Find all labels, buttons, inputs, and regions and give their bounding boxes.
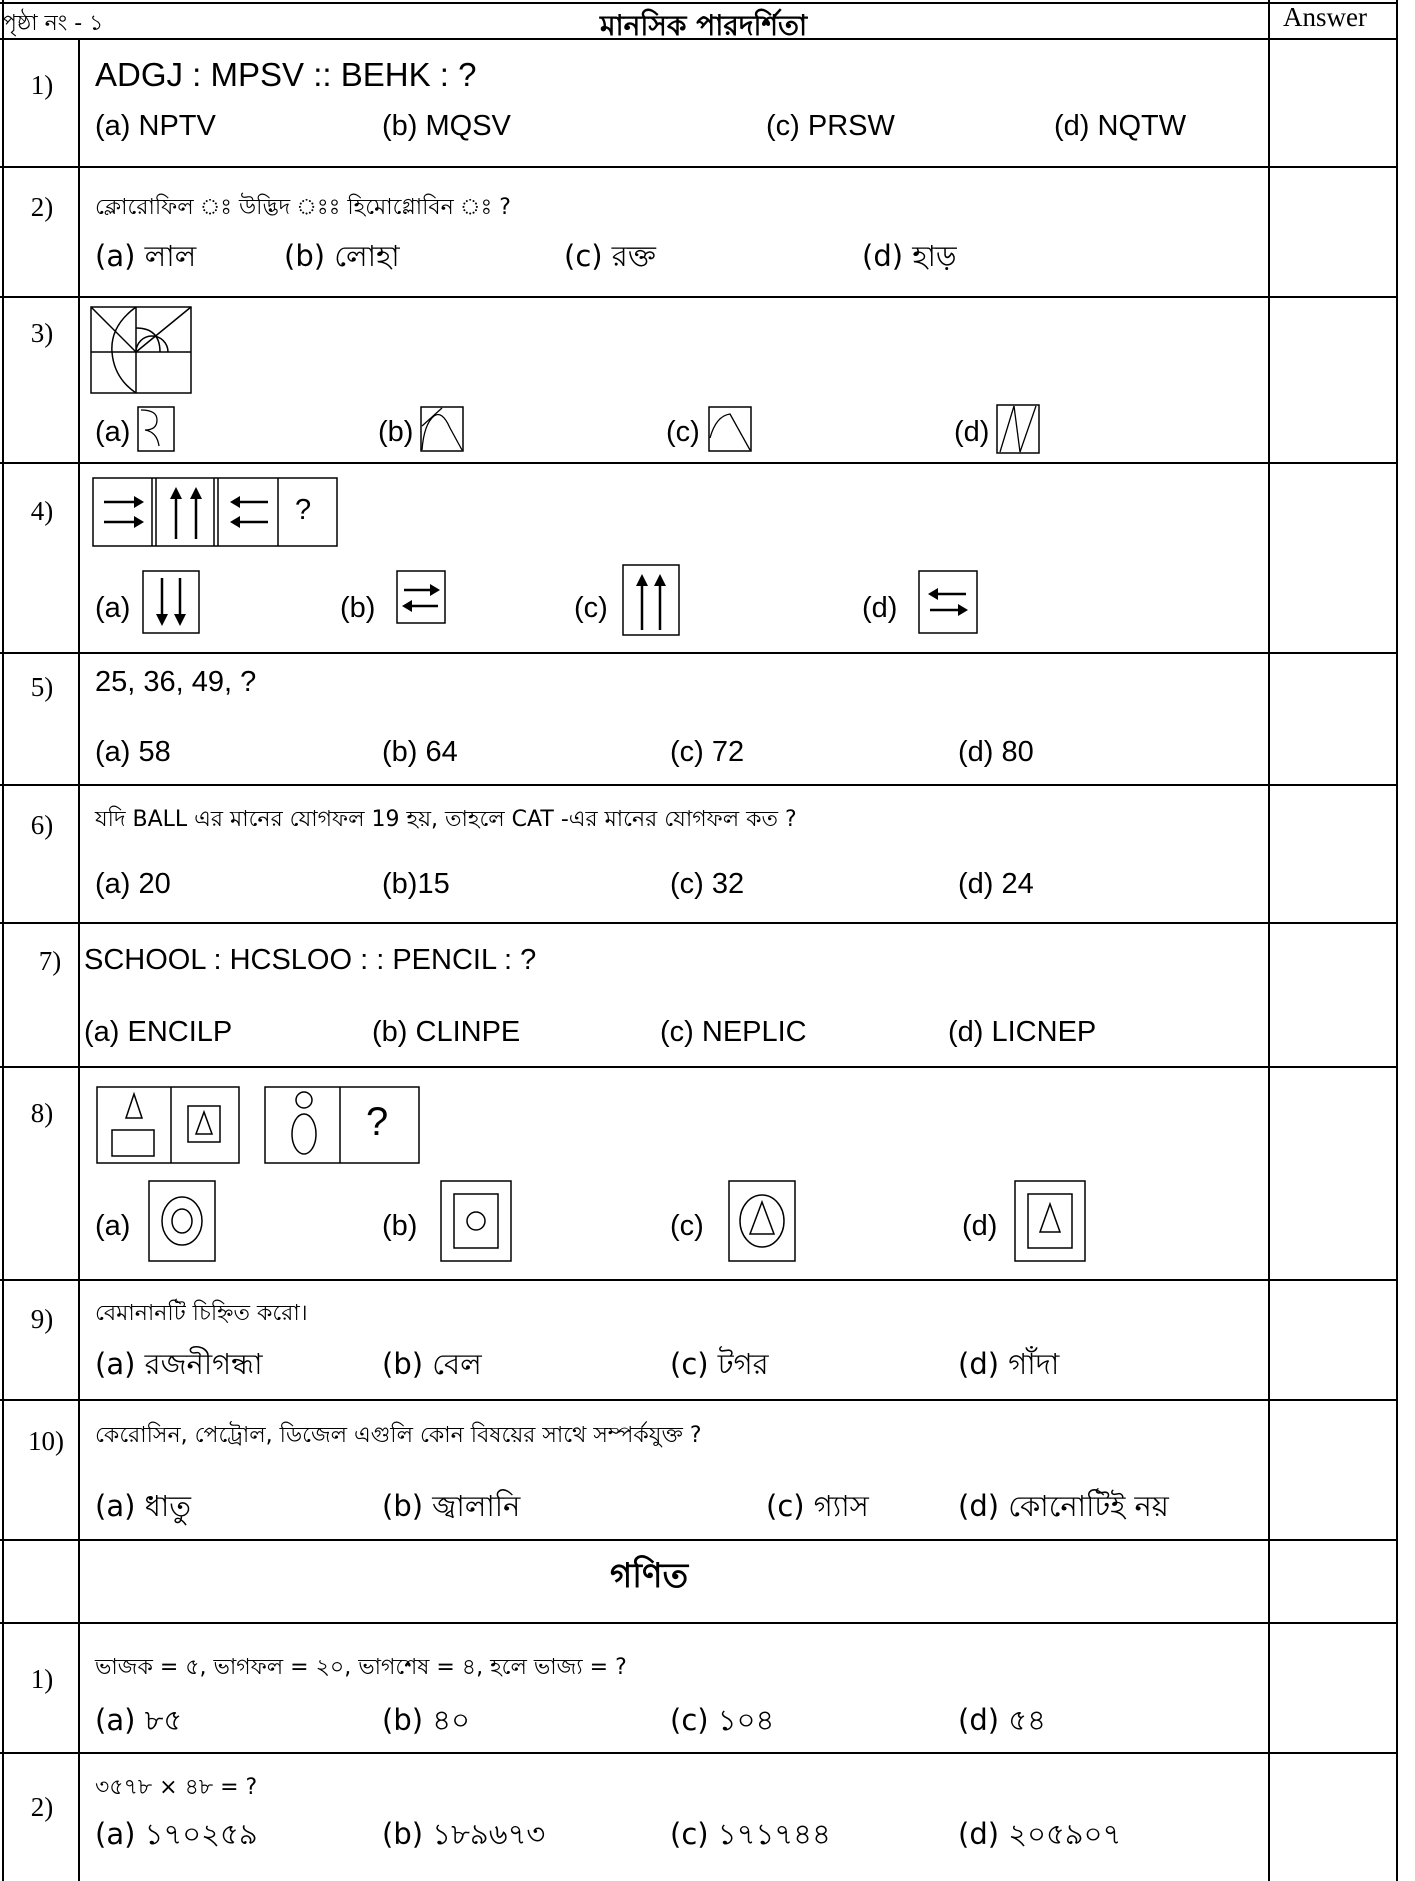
row-divider xyxy=(0,166,1398,168)
option-b[interactable]: (b) জ্বালানি xyxy=(382,1489,521,1523)
question-text: ADGJ : MPSV :: BEHK : ? xyxy=(95,56,477,93)
option-b[interactable]: (b) CLINPE xyxy=(372,1016,521,1048)
option-a-figure xyxy=(137,406,177,454)
option-d-figure xyxy=(918,570,980,636)
option-a[interactable]: (a) xyxy=(95,416,131,448)
option-d[interactable]: (d) NQTW xyxy=(1054,110,1187,142)
option-b-figure xyxy=(396,570,448,626)
option-a[interactable]: (a) ধাতু xyxy=(95,1489,192,1523)
option-d[interactable]: (d) কোনোটিই নয় xyxy=(958,1489,1169,1523)
option-d[interactable]: (d) হাড় xyxy=(862,239,957,273)
option-b[interactable]: (b)15 xyxy=(382,868,450,900)
option-c[interactable]: (c) টগর xyxy=(670,1347,769,1381)
option-c-figure xyxy=(622,564,682,638)
question-text: কেরোসিন, পেট্রোল, ডিজেল এগুলি কোন বিষয়ের সাথে সম্পর্কযুক্ত ? xyxy=(95,1423,702,1448)
question-number: 7) xyxy=(38,946,62,976)
row-divider xyxy=(0,1752,1398,1754)
option-d-figure xyxy=(996,404,1042,456)
option-d-figure xyxy=(1014,1180,1088,1264)
option-a[interactable]: (a) রজনীগন্ধা xyxy=(95,1347,263,1381)
option-c[interactable]: (c) xyxy=(670,1210,704,1242)
question-text: 25, 36, 49, ? xyxy=(95,666,257,698)
question-text: বেমানানটি চিহ্নিত করো। xyxy=(95,1301,308,1326)
row-divider xyxy=(0,462,1398,464)
question-text: ৩৫৭৮ × ৪৮ = ? xyxy=(95,1775,258,1800)
question-number: 2) xyxy=(30,192,54,222)
row-divider xyxy=(0,784,1398,786)
option-b[interactable]: (b) ৪০ xyxy=(382,1703,470,1737)
option-a[interactable]: (a) লাল xyxy=(95,239,197,273)
option-a-figure xyxy=(148,1180,218,1264)
question-number: 5) xyxy=(30,672,54,702)
row-divider xyxy=(0,296,1398,298)
page-title: মানসিক পারদর্শিতা xyxy=(600,9,808,42)
option-d[interactable]: (d) LICNEP xyxy=(948,1016,1097,1048)
option-a[interactable]: (a) ১৭০২৫৯ xyxy=(95,1817,258,1851)
row-divider xyxy=(0,1539,1398,1541)
option-a[interactable]: (a) 20 xyxy=(95,868,171,900)
option-a[interactable]: (a) xyxy=(95,592,131,624)
section-title: গণিত xyxy=(610,1556,689,1596)
option-c-figure xyxy=(708,406,754,454)
page-number: পৃষ্ঠা নং - ১ xyxy=(2,11,104,36)
option-c[interactable]: (c) ১৭১৭৪৪ xyxy=(670,1817,831,1851)
answer-column-divider xyxy=(1268,0,1270,1881)
option-c[interactable]: (c) PRSW xyxy=(766,110,895,142)
question-figure-pair-2 xyxy=(264,1086,422,1166)
option-c[interactable]: (c) ১০৪ xyxy=(670,1703,775,1737)
right-border xyxy=(1396,0,1398,1881)
option-d[interactable]: (d) ৫৪ xyxy=(958,1703,1046,1737)
option-a[interactable]: (a) xyxy=(95,1210,131,1242)
option-d[interactable]: (d) xyxy=(962,1210,998,1242)
row-divider xyxy=(0,1399,1398,1401)
question-number: 8) xyxy=(30,1098,54,1128)
option-d[interactable]: (d) xyxy=(862,592,898,624)
option-b[interactable]: (b) xyxy=(340,592,376,624)
option-c[interactable]: (c) xyxy=(666,416,700,448)
question-number: 6) xyxy=(30,810,54,840)
question-number: 4) xyxy=(30,496,54,526)
row-divider xyxy=(0,652,1398,654)
question-text: যদি BALL এর মানের যোগফল 19 হয়, তাহলে CAT -এর মানের যোগফল কত ? xyxy=(95,807,797,832)
left-border xyxy=(2,0,4,1881)
question-number: 1) xyxy=(30,1664,54,1694)
option-c[interactable]: (c) NEPLIC xyxy=(660,1016,807,1048)
option-b[interactable]: (b) বেল xyxy=(382,1347,482,1381)
option-a[interactable]: (a) ENCILP xyxy=(84,1016,233,1048)
option-d[interactable]: (d) xyxy=(954,416,990,448)
option-a[interactable]: (a) NPTV xyxy=(95,110,216,142)
answer-column-header: Answer xyxy=(1283,2,1367,32)
option-a[interactable]: (a) 58 xyxy=(95,736,171,768)
question-number: 1) xyxy=(30,70,54,100)
question-figure xyxy=(90,306,194,396)
question-text: ভাজক = ৫, ভাগফল = ২০, ভাগশেষ = ৪, হলে ভাজ্য = ? xyxy=(95,1655,627,1680)
option-c-figure xyxy=(728,1180,798,1264)
option-b-figure xyxy=(420,406,466,454)
option-d[interactable]: (d) 24 xyxy=(958,868,1034,900)
option-b[interactable]: (b) লোহা xyxy=(284,239,400,273)
missing-figure-mark: ? xyxy=(366,1100,389,1144)
question-figure-pair-1 xyxy=(96,1086,242,1166)
option-b[interactable]: (b) xyxy=(382,1210,418,1242)
option-d[interactable]: (d) ২০৫৯০৭ xyxy=(958,1817,1122,1851)
option-b[interactable]: (b) 64 xyxy=(382,736,458,768)
question-text: SCHOOL : HCSLOO : : PENCIL : ? xyxy=(84,944,537,976)
question-number: 3) xyxy=(30,318,54,348)
option-b[interactable]: (b) MQSV xyxy=(382,110,511,142)
option-b-figure xyxy=(440,1180,514,1264)
option-a-figure xyxy=(142,570,202,636)
question-number: 10) xyxy=(28,1426,64,1456)
missing-figure-mark: ? xyxy=(295,494,312,526)
row-divider xyxy=(0,1066,1398,1068)
option-b[interactable]: (b) ১৮৯৬৭৩ xyxy=(382,1817,546,1851)
row-divider xyxy=(0,1622,1398,1624)
row-divider xyxy=(0,1279,1398,1281)
question-number: 2) xyxy=(30,1792,54,1822)
question-number: 9) xyxy=(30,1304,54,1334)
option-d[interactable]: (d) 80 xyxy=(958,736,1034,768)
option-c[interactable]: (c) 72 xyxy=(670,736,745,768)
option-c[interactable]: (c) গ্যাস xyxy=(766,1489,869,1523)
option-b[interactable]: (b) xyxy=(378,416,414,448)
option-c[interactable]: (c) 32 xyxy=(670,868,745,900)
row-divider xyxy=(0,922,1398,924)
option-a[interactable]: (a) ৮৫ xyxy=(95,1703,183,1737)
question-text: ক্লোরোফিল ঃ উদ্ভিদ ঃঃ হিমোগ্লোবিন ঃ ? xyxy=(95,195,511,220)
option-d[interactable]: (d) গাঁদা xyxy=(958,1347,1060,1381)
option-c[interactable]: (c) xyxy=(574,592,608,624)
option-c[interactable]: (c) রক্ত xyxy=(564,239,656,273)
